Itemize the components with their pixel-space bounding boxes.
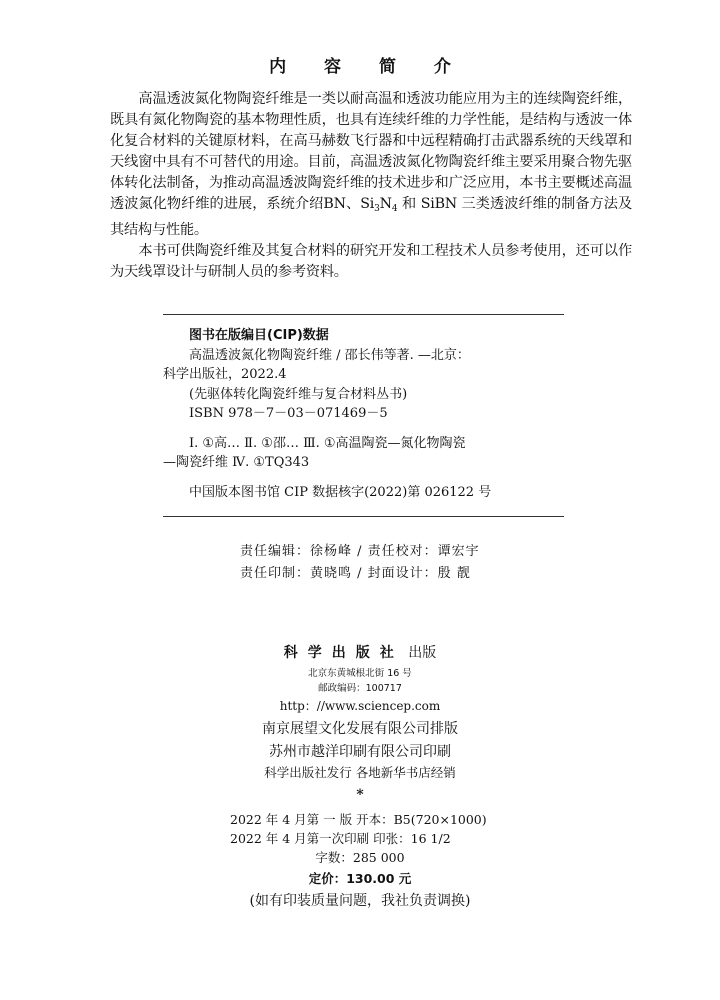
sibn-label: SiBN — [420, 196, 458, 212]
publisher-address: 北京东黄城根北街 16 号 — [308, 668, 412, 679]
publisher-postcode: 邮政编码：100717 — [318, 683, 402, 694]
summary-text-end: 三类透波纤维的制备方法及其结构与性能。 — [110, 196, 632, 238]
cip-record-number: 中国版本图书馆 CIP 数据核字(2022)第 026122 号 — [189, 484, 492, 500]
si-label: Si — [360, 196, 375, 212]
distribution: 科学出版社发行 各地新华书店经销 — [264, 765, 456, 780]
typesetter: 南京展望文化发展有限公司排版 — [262, 721, 458, 737]
section-title: 内 容 简 介 — [269, 57, 467, 77]
editor-line: 责任印制：黄晓鸣 / 封面设计：殷 靓 — [240, 566, 471, 581]
printer: 苏州市越洋印刷有限公司印刷 — [269, 744, 451, 760]
content-summary — [110, 89, 632, 283]
editors-block — [240, 541, 480, 585]
cip-classification: Ⅰ. ①高… Ⅱ. ①邵… Ⅲ. ①高温陶瓷—氮化物陶瓷 — [189, 435, 466, 451]
cip-line: (先驱体转化陶瓷纤维与复合材料丛书) — [189, 386, 408, 402]
price: 定价：130.00 元 — [308, 871, 412, 886]
separator: 、 — [345, 196, 361, 212]
publisher-url: http：//www.sciencep.com — [279, 699, 441, 713]
n-label: N — [379, 196, 392, 212]
and-text: 和 — [397, 196, 421, 212]
cip-block — [163, 326, 564, 502]
cip-isbn: ISBN 978－7－03－071469－5 — [189, 406, 388, 421]
bn-label: BN — [323, 196, 346, 212]
editor-line: 责任编辑：徐杨峰 / 责任校对：谭宏宇 — [240, 544, 480, 559]
separator-star: * — [356, 787, 364, 803]
summary-paragraph-1 — [110, 89, 632, 241]
edition-line: 2022 年 4 月第 一 版 开本：B5(720×1000) — [230, 812, 487, 827]
cip-line: 高温透波氮化物陶瓷纤维 / 邵长伟等著. —北京： — [189, 347, 470, 363]
cip-line: 科学出版社，2022.4 — [163, 367, 287, 382]
cip-top-rule — [163, 314, 564, 315]
cip-title: 图书在版编目(CIP)数据 — [189, 328, 329, 343]
quality-note: (如有印装质量问题，我社负责调换) — [249, 893, 471, 909]
publisher-logo-text: 科学出版社 — [283, 645, 404, 661]
word-count: 字数：285 000 — [315, 850, 405, 865]
publish-suffix: 出版 — [408, 645, 437, 661]
cip-bottom-rule — [163, 516, 564, 517]
summary-text: 高温透波氮化物陶瓷纤维是一类以耐高温和透波功能应用为主的连续陶瓷纤维，既具有氮化物陶瓷的基本物理性质，也具有连续纤维的力学性能，是结构与透波一体化复合材料的关键原材料，在高马赫数飞行器和中远程精确打击武器系统的天线罩和天线窗中具有不可替代的用途。目前，高温透波氮化物陶瓷纤维主要采用聚合物先驱体转化法制备，为推动高温透波陶瓷纤维的技术进步和广泛应用，本书主要概述高温透波氮化物纤维的进展，系统介绍 — [110, 91, 632, 212]
cip-classification: —陶瓷纤维 Ⅳ. ①TQ343 — [163, 455, 310, 470]
publisher-line — [0, 642, 720, 662]
subscript-4: 4 — [391, 204, 398, 214]
printing-line: 2022 年 4 月第一次印刷 印张：16 1/2 — [230, 831, 451, 846]
subscript-3: 3 — [374, 204, 380, 214]
summary-paragraph-2: 本书可供陶瓷纤维及其复合材料的研究开发和工程技术人员参考使用，还可以作为天线罩设计与研制人员的参考资料。 — [110, 243, 632, 280]
